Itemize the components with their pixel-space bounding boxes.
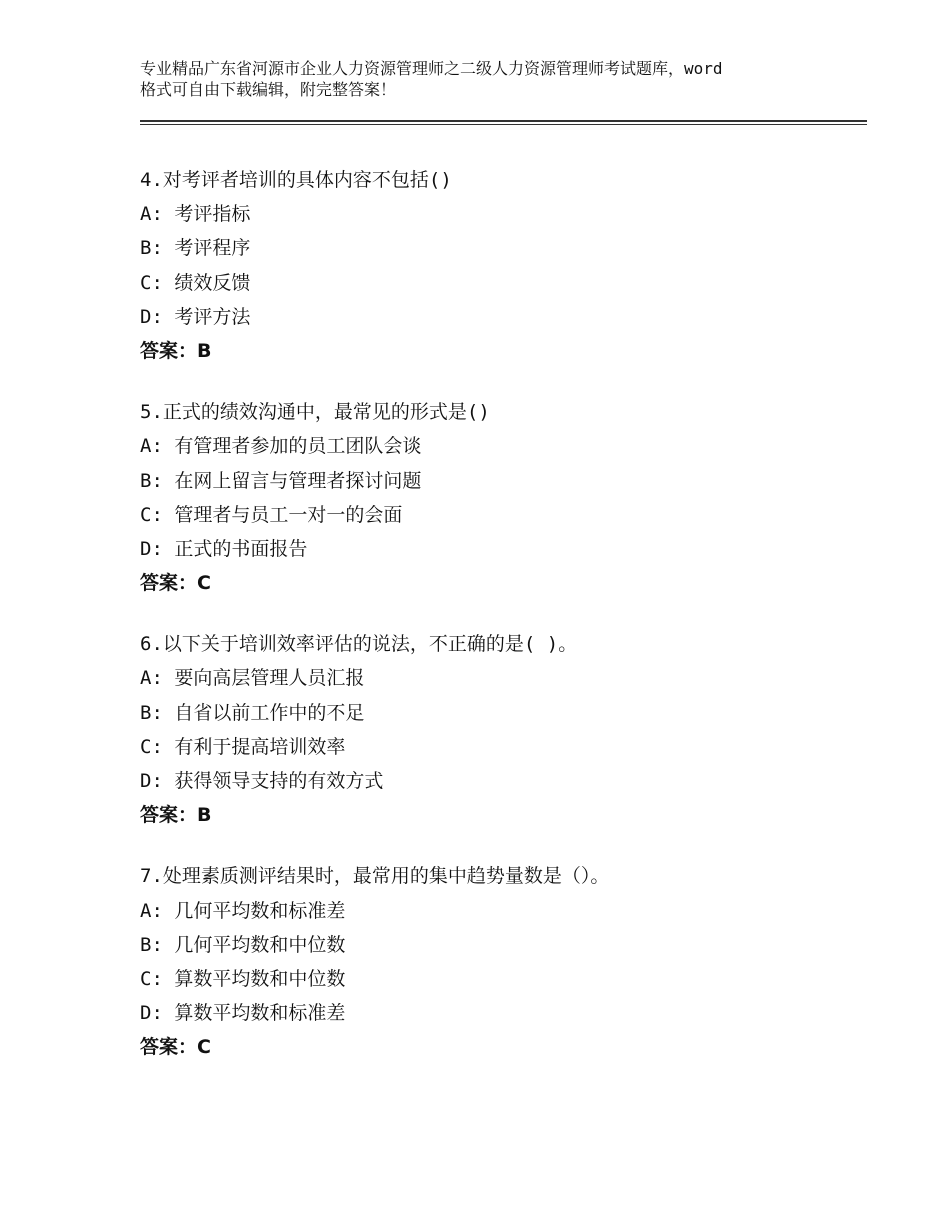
- header-rule-thick: [140, 120, 867, 122]
- header-line-1: 专业精品广东省河源市企业人力资源管理师之二级人力资源管理师考试题库，word: [140, 59, 723, 78]
- option-a: A: 几何平均数和标准差: [140, 899, 346, 922]
- question-list: [140, 163, 860, 1092]
- option-d: D: 算数平均数和标准差: [140, 1002, 346, 1025]
- option-c: C: 算数平均数和中位数: [140, 967, 346, 990]
- option-c: C: 有利于提高培训效率: [140, 735, 346, 758]
- option-d: D: 正式的书面报告: [140, 537, 308, 560]
- question-5: [140, 395, 860, 600]
- option-a: A: 要向高层管理人员汇报: [140, 667, 365, 690]
- question-7: [140, 859, 860, 1064]
- question-stem: 5.正式的绩效沟通中，最常见的形式是(): [140, 401, 490, 424]
- option-c: C: 管理者与员工一对一的会面: [140, 503, 403, 526]
- question-stem: 4.对考评者培训的具体内容不包括(): [140, 169, 452, 191]
- option-d: D: 获得领导支持的有效方式: [140, 770, 384, 792]
- header-rule-thin: [140, 124, 867, 125]
- option-b: B: 几何平均数和中位数: [140, 933, 346, 956]
- option-c: C: 绩效反馈: [140, 271, 251, 294]
- option-b: B: 考评程序: [140, 237, 251, 260]
- option-d: D: 考评方法: [140, 305, 251, 328]
- document-header: [140, 58, 860, 100]
- answer: 答案：C: [140, 1036, 211, 1059]
- answer: 答案：B: [140, 804, 212, 827]
- question-4: [140, 163, 860, 368]
- header-line-2: 格式可自由下载编辑，附完整答案！: [140, 80, 397, 99]
- option-a: A: 考评指标: [140, 203, 251, 226]
- option-b: B: 自省以前工作中的不足: [140, 701, 365, 724]
- question-6: [140, 627, 860, 832]
- option-b: B: 在网上留言与管理者探讨问题: [140, 469, 422, 492]
- question-stem: 7.处理素质测评结果时，最常用的集中趋势量数是（）。: [140, 865, 610, 888]
- question-stem: 6.以下关于培训效率评估的说法，不正确的是( )。: [140, 633, 578, 656]
- answer: 答案：C: [140, 572, 211, 595]
- option-a: A: 有管理者参加的员工团队会谈: [140, 435, 422, 458]
- answer: 答案：B: [140, 339, 212, 362]
